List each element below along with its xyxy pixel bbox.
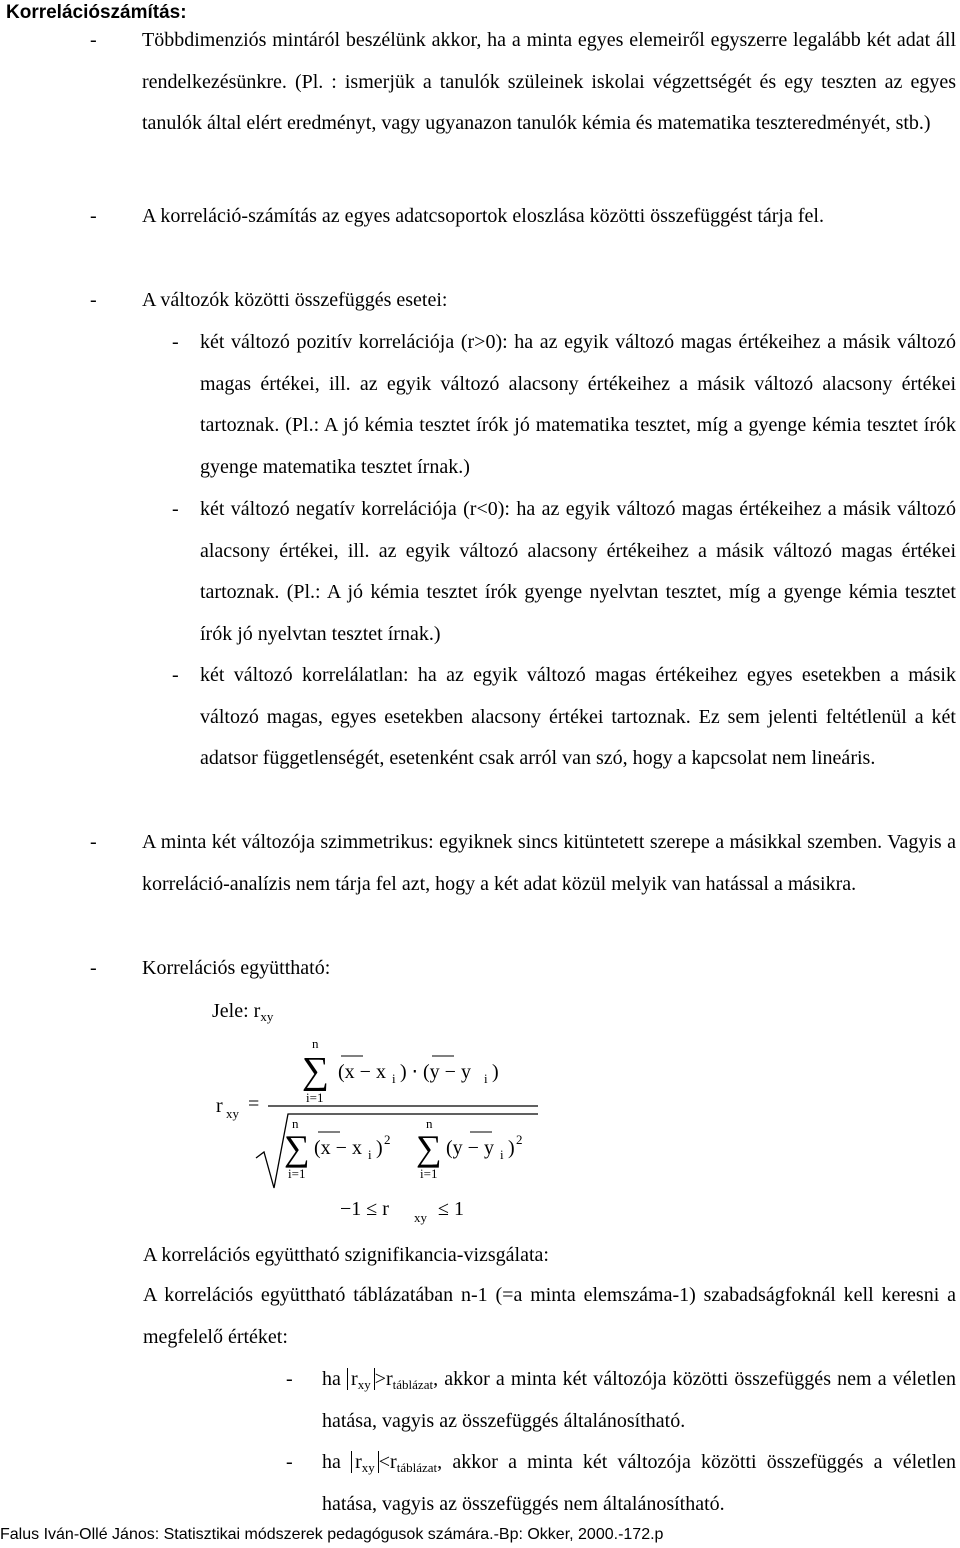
case-positive-correlation	[172, 322, 956, 488]
formula-lhs: r	[216, 1095, 223, 1117]
rule-body: , akkor a minta két változója közötti összefüggés a véletlen hatása, vagyis az összefüggés nem általánosítható.	[322, 1451, 957, 1515]
den-x-index: i	[368, 1147, 372, 1162]
bullet-dash: -	[90, 29, 97, 51]
num-sum-lower: i=1	[306, 1090, 324, 1105]
rule-text	[322, 1442, 956, 1525]
footer-citation: Falus Iván-Ollé János: Statisztikai módszerek pedagógusok számára.-Bp: Okker, 2000.-172.p	[0, 1526, 664, 1543]
num-middle: ) ⋅ (y − y	[400, 1061, 471, 1083]
formula-equals: =	[248, 1093, 260, 1115]
notation-line	[212, 999, 273, 1023]
rule-ha: ha	[322, 1451, 341, 1473]
rule-op: >r	[374, 1368, 393, 1390]
bullet-text: Korrelációs együttható:	[142, 957, 331, 979]
num-x-index: i	[392, 1071, 396, 1086]
den-sum1-icon: ∑	[284, 1128, 310, 1168]
bullet-dash: -	[286, 1451, 293, 1473]
rule-r: r	[351, 1368, 358, 1390]
den-x-square: 2	[384, 1132, 391, 1147]
rule-r-sub: xy	[361, 1460, 375, 1475]
bullet-dash: -	[286, 1368, 293, 1390]
num-sum-upper: n	[312, 1036, 319, 1051]
bullet-correlation-purpose	[90, 196, 956, 238]
rule-table-sub: táblázat	[392, 1377, 434, 1392]
significance-text	[143, 1275, 956, 1358]
bullet-dash: -	[172, 498, 179, 520]
notation-label: Jele: r	[212, 1000, 261, 1022]
abs-r	[347, 1368, 375, 1390]
den-sum2-upper: n	[426, 1116, 433, 1131]
den-y-index: i	[500, 1147, 504, 1162]
bullet-text: A változók közötti összefüggés esetei:	[142, 289, 448, 311]
bullet-dash: -	[90, 957, 97, 979]
num-close: )	[492, 1061, 499, 1083]
den-sum1-lower: i=1	[288, 1166, 306, 1181]
rule-text	[322, 1359, 956, 1442]
den-y-close: )	[508, 1137, 515, 1159]
bullet-dash: -	[172, 664, 179, 686]
formula-graphic	[208, 1036, 548, 1225]
range-right: ≤ 1	[438, 1198, 464, 1220]
range-left: −1 ≤ r	[340, 1198, 389, 1220]
den-sum2-lower: i=1	[420, 1166, 438, 1181]
case-negative-correlation	[172, 489, 956, 655]
bullet-symmetry	[90, 822, 956, 905]
notation-subscript: xy	[260, 1009, 274, 1024]
rule-not-generalizable	[286, 1442, 956, 1525]
den-sum2-icon: ∑	[416, 1128, 442, 1168]
rule-ha: ha	[322, 1368, 341, 1390]
den-x-term: (x − x	[314, 1137, 362, 1159]
bullet-coefficient	[90, 948, 956, 990]
bullet-multidimensional	[90, 20, 956, 145]
correlation-formula	[208, 1036, 548, 1225]
case-text: két változó negatív korrelációja (r<0): ha az egyik változó magas értékeihez a másik változó alacsony értékei, ill. az egyik változó alacsony értékeihez a másik változó magas értékei tartoznak. (Pl.: A jó kémia tesztet írók gyenge nyelvtan tesztet, míg a gyenge kémia tesztet írók jó nyelvtan tesztet írnak.)	[200, 498, 956, 645]
formula-lhs-sub: xy	[226, 1106, 239, 1121]
rule-generalizable	[286, 1359, 956, 1442]
significance-paragraph: A korrelációs együttható táblázatában n-1 (=a minta elemszáma-1) szabadságfoknál kell keresni a megfelelő értéket:	[143, 1284, 956, 1348]
num-y-index: i	[484, 1071, 488, 1086]
den-y-square: 2	[516, 1132, 523, 1147]
page-title: Korrelációszámítás:	[6, 2, 187, 23]
range-sub: xy	[414, 1210, 427, 1225]
den-x-close: )	[376, 1137, 383, 1159]
bullet-dash: -	[90, 831, 97, 853]
den-y-term: (y − y	[446, 1137, 494, 1159]
rule-body: , akkor a minta két változója közötti összefüggés nem a véletlen hatása, vagyis az összefüggés általánosítható.	[322, 1368, 957, 1432]
rule-r: r	[355, 1451, 362, 1473]
abs-r	[351, 1451, 379, 1473]
bullet-dash: -	[90, 205, 97, 227]
bullet-text: A minta két változója szimmetrikus: egyiknek sincs kitüntetett szerepe a másikkal szemben. Vagyis a korreláció-analízis nem tárja fel azt, hogy a két adat közül melyik van hatással a másikra.	[142, 831, 956, 895]
num-sum-icon: ∑	[302, 1050, 330, 1092]
case-text: két változó pozitív korrelációja (r>0): ha az egyik változó magas értékeihez a másik változó magas értékei, ill. az egyik változó alacsony értékeihez a másik változó alacsony értékei tartoznak. (Pl.: A jó kémia tesztet írók jó matematika tesztet, míg a gyenge kémia tesztet írók gyenge matematika tesztet írnak.)	[200, 331, 956, 478]
significance-title: A korrelációs együttható szignifikancia-vizsgálata:	[143, 1244, 549, 1266]
bullet-cases-heading	[90, 280, 956, 322]
num-x-term: (x − x	[338, 1061, 386, 1083]
den-sum1-upper: n	[292, 1116, 299, 1131]
rule-r-sub: xy	[357, 1377, 371, 1392]
rule-op: <r	[378, 1451, 397, 1473]
case-uncorrelated	[172, 655, 956, 780]
rule-table-sub: táblázat	[396, 1460, 438, 1475]
bullet-text: Többdimenziós mintáról beszélünk akkor, ha a minta egyes elemeiről egyszerre legalább két adat áll rendelkezésünkre. (Pl. : ismerjük a tanulók szüleinek iskolai végzettségét és egy teszten az egyes tanulók által elért eredményt, vagy ugyanazon tanulók kémia és matematika teszteredményét, stb.)	[142, 29, 956, 134]
bullet-text: A korreláció-számítás az egyes adatcsoportok eloszlása közötti összefüggést tárja fel.	[142, 205, 824, 227]
bullet-dash: -	[90, 289, 97, 311]
case-text: két változó korrelálatlan: ha az egyik változó magas értékeihez egyes esetekben a másik változó magas, egyes esetekben alacsony értékei tartoznak. Ez sem jelenti feltétlenül a két adatsor függetlenségét, esetenként csak arról van szó, hogy a kapcsolat nem lineáris.	[200, 664, 956, 769]
bullet-dash: -	[172, 331, 179, 353]
